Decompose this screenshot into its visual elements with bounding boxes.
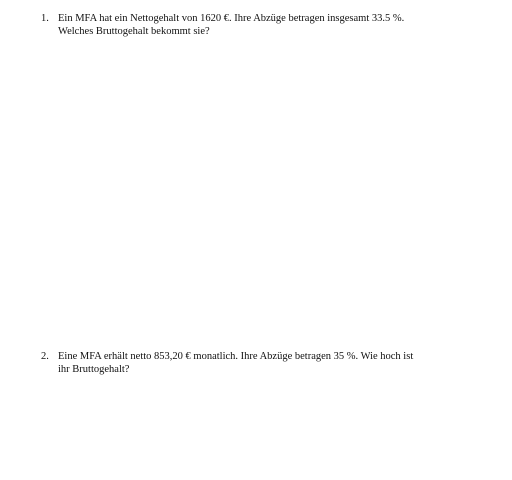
exercise-number: 2. [41,351,49,362]
exercise-text-line: Ein MFA hat ein Nettogehalt von 1620 €. Ihre Abzüge betragen insgesamt 33.5 %. [58,13,405,24]
exercise-text-line: ihr Bruttogehalt? [58,364,130,375]
exercise-number: 1. [41,13,49,24]
exercise-text-line: Welches Bruttogehalt bekommt sie? [58,26,210,37]
exercise-text-line: Eine MFA erhält netto 853,20 € monatlich. Ihre Abzüge betragen 35 %. Wie hoch ist [58,351,414,362]
